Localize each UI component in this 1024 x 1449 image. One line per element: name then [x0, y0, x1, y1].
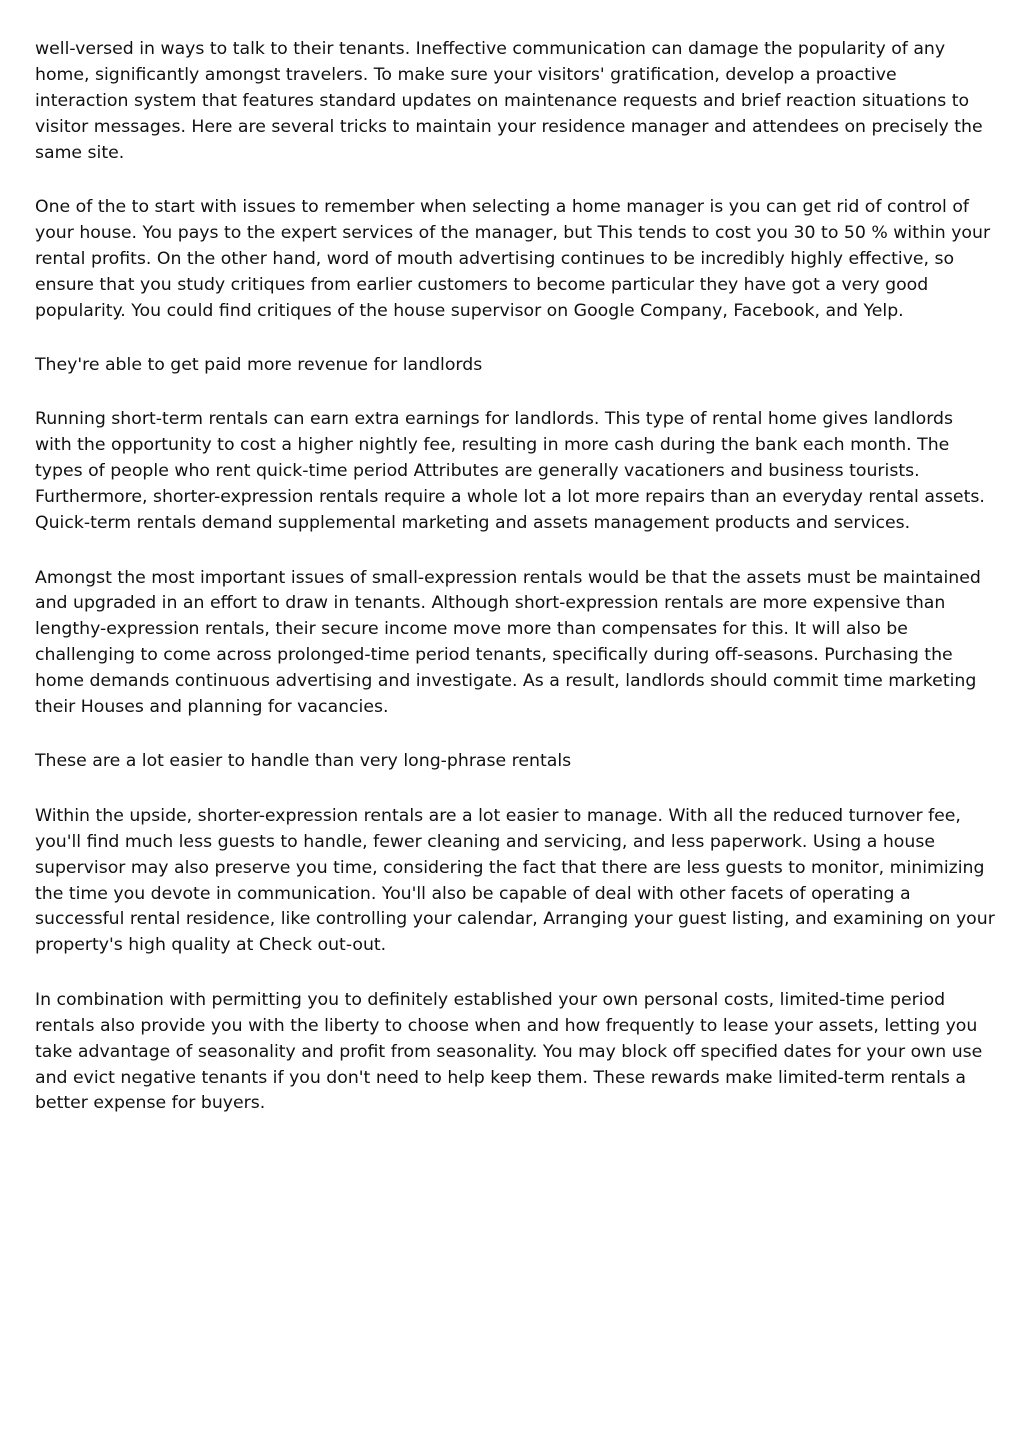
paragraph-home-manager: One of the to start with issues to remember when selecting a home manager is you can get rid of control of your house. You pays to the expert services of the manager, but This tends to cost you 30 to 50 % within your rental profits. On the other hand, word of mouth advertising continues to be incredibly highly effective, so ensure that you study critiques from earlier customers to become particular they have got a very good popularity. You could find critiques of the house supervisor on Google Company, Facebook, and Yelp. [35, 197, 991, 321]
section-heading-easier-to-handle: These are a lot easier to handle than very long-phrase rentals [35, 751, 572, 772]
paragraph-easier-to-manage: Within the upside, shorter-expression rentals are a lot easier to manage. With all the reduced turnover fee, you'll find much less guests to handle, fewer cleaning and servicing, and less paperwork. Using a house supervisor may also preserve you time, considering the fact that there are less guests to monitor, minimizing the time you devote in communication. You'll also be capable of deal with other facets of operating a successful rental residence, like controlling your calendar, Arranging your guest listing, and examining on your property's high quality at Check out-out. [35, 805, 995, 956]
paragraph-maintenance-issues: Amongst the most important issues of small-expression rentals would be that the assets must be maintained and upgraded in an effort to draw in tenants. Although short-expression rentals are more expensive than lengthy-expression rentals, their secure income move more than compensates for this. It will also be challenging to come across prolonged-time period tenants, specifically during off-seasons. Purchasing the home demands continuous advertising and investigate. As a result, landlords should commit time marketing their Houses and planning for vacancies. [35, 567, 981, 718]
paragraph-communication: well-versed in ways to talk to their tenants. Ineffective communication can damage the popularity of any home, significantly amongst travelers. To make sure your visitors' gratification, develop a proactive interaction system that features standard updates on maintenance requests and brief reaction situations to visitor messages. Here are several tricks to maintain your residence manager and attendees on precisely the same site. [35, 39, 983, 163]
paragraph-short-term-earnings: Running short-term rentals can earn extra earnings for landlords. This type of rental home gives landlords with the opportunity to cost a higher nightly fee, resulting in more cash during the bank each month. The types of people who rent quick-time period Attributes are generally vacationers and business tourists. Furthermore, shorter-expression rentals require a whole lot a lot more repairs than an everyday rental assets. Quick-term rentals demand supplemental marketing and assets management products and services. [35, 409, 985, 534]
paragraph-pricing-freedom: In combination with permitting you to definitely established your own personal costs, limited-time period rentals also provide you with the liberty to choose when and how frequently to lease your assets, letting you take advantage of seasonality and profit from seasonality. You may block off specified dates for your own use and evict negative tenants if you don't need to help keep them. These rewards make limited-term rentals a better expense for buyers. [35, 989, 983, 1114]
document-body [35, 37, 995, 1146]
section-heading-revenue: They're able to get paid more revenue for landlords [35, 355, 483, 376]
